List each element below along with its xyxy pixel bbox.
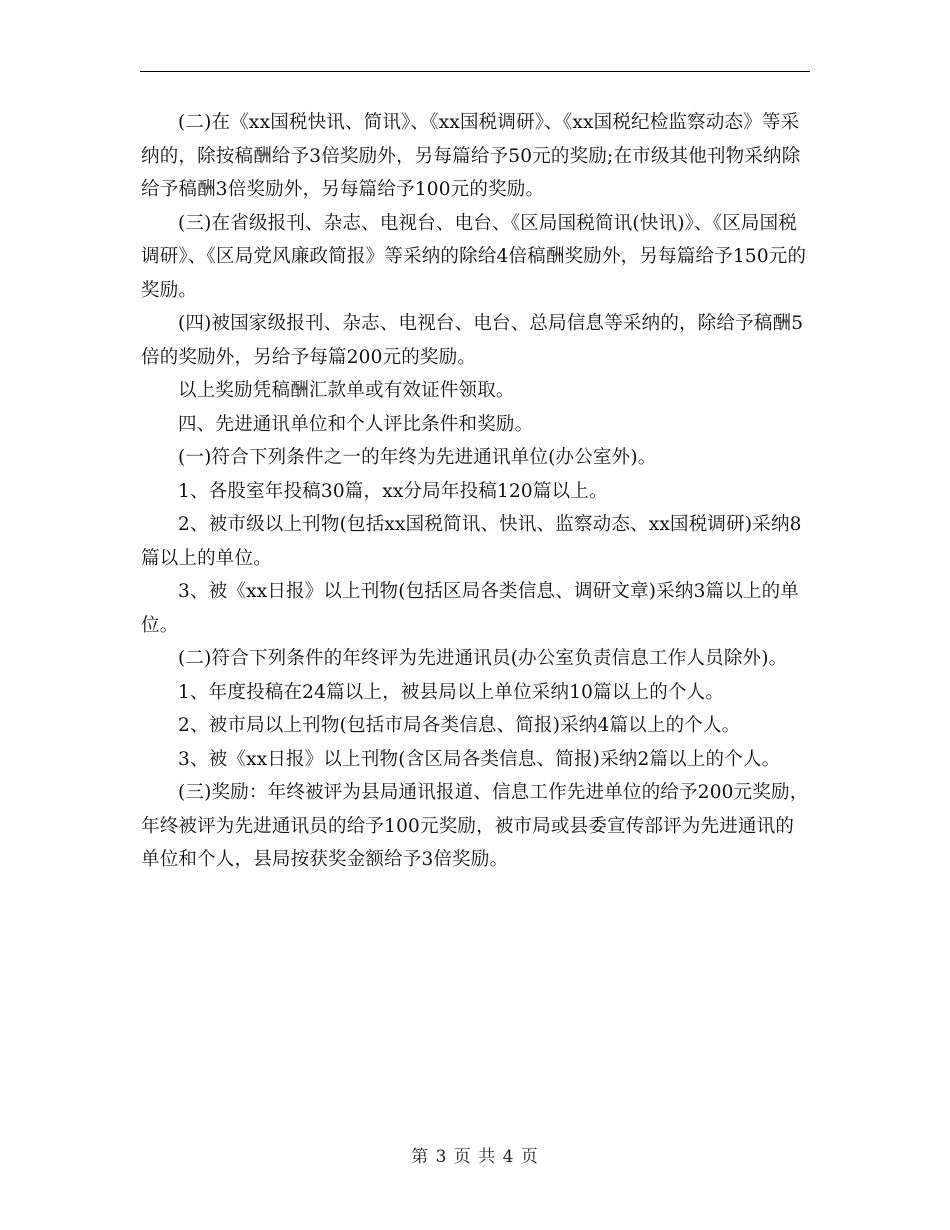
list-item: 2、被市级以上刊物(包括xx国税简讯、快讯、监察动态、xx国税调研)采纳8篇以上的单位。	[141, 514, 802, 569]
paragraph: (一)符合下列条件之一的年终为先进通讯单位(办公室外)。	[178, 447, 657, 468]
paragraph: 以上奖励凭稿酬汇款单或有效证件领取。	[178, 380, 515, 401]
paragraph: (四)被国家级报刊、杂志、电视台、电台、总局信息等采纳的，除给予稿酬5倍的奖励外，另给予每篇200元的奖励。	[141, 313, 804, 368]
list-item: 1、年度投稿在24篇以上，被县局以上单位采纳10篇以上的个人。	[178, 681, 725, 703]
paragraph: (二)在《xx国税快讯、简讯》、《xx国税调研》、《xx国税纪检监察动态》等采纳的，除按稿酬给予3倍奖励外，另每篇给予50元的奖励;在市级其他刊物采纳除给予稿酬3倍奖励外，另每篇给予100元的奖励。	[141, 112, 801, 200]
section-heading: 四、先进通讯单位和个人评比条件和奖励。	[178, 413, 534, 435]
paragraph: (三)奖励：年终被评为县局通讯报道、信息工作先进单位的给予200元奖励，年终被评为先进通讯员的给予100元奖励，被市局或县委宣传部评为先进通讯的单位和个人，县局按获奖金额给予3倍奖励。	[141, 782, 809, 870]
document-body	[141, 106, 810, 877]
page-number-footer: 第 3 页 共 4 页	[411, 1147, 539, 1167]
list-item: 2、被市局以上刊物(包括市局各类信息、简报)采纳4篇以上的个人。	[178, 715, 741, 736]
list-item: 3、被《xx日报》以上刊物(包括区局各类信息、调研文章)采纳3篇以上的单位。	[141, 581, 800, 636]
header-rule	[140, 71, 810, 72]
paragraph: (二)符合下列条件的年终评为先进通讯员(办公室负责信息工作人员除外)。	[178, 648, 788, 669]
list-item: 1、各股室年投稿30篇，xx分局年投稿120篇以上。	[178, 480, 608, 502]
list-item: 3、被《xx日报》以上刊物(含区局各类信息、简报)采纳2篇以上的个人。	[178, 748, 781, 770]
paragraph: (三)在省级报刊、杂志、电视台、电台、《区局国税简讯(快讯)》、《区局国税调研》、《区局党风廉政简报》等采纳的除给4倍稿酬奖励外，另每篇给予150元的奖励。	[141, 212, 807, 301]
